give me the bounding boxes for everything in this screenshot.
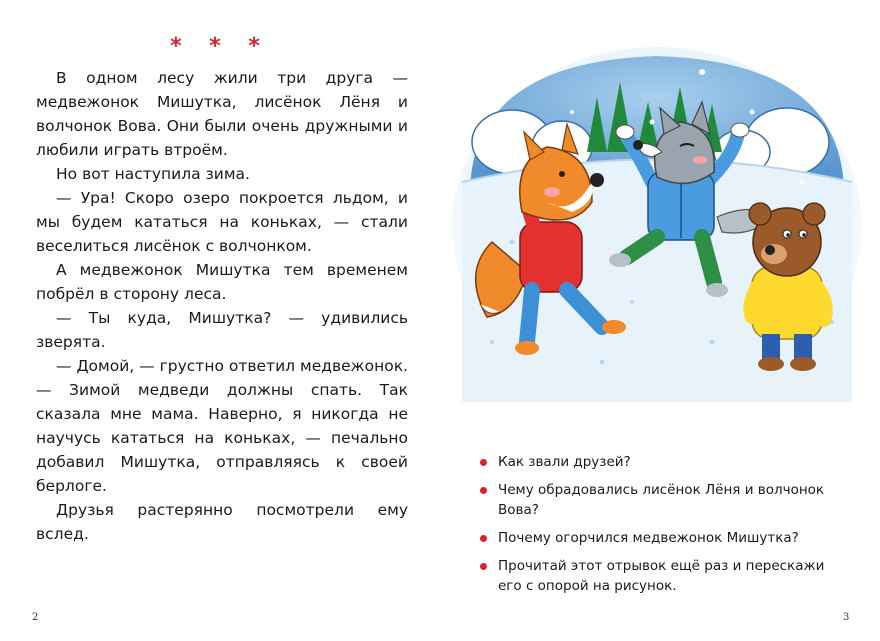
- section-stars: * * *: [170, 34, 270, 59]
- question-item: [480, 556, 848, 596]
- story-paragraph: — Домой, — грустно ответил медвежонок. — Зимой медведи должны спать. Так сказала мне мама. Наверно, я никогда не научусь кататься на коньках, — печально добавил Мишутка, отправляясь к своей берлоге.: [36, 357, 408, 495]
- question-text: Прочитай этот отрывок ещё раз и перескажи его с опорой на рисунок.: [498, 558, 825, 594]
- question-text: Как звали друзей?: [498, 454, 631, 470]
- question-text: Почему огорчился медвежонок Мишутка?: [498, 530, 799, 546]
- question-item: [480, 480, 848, 520]
- questions-list: [480, 452, 848, 604]
- bullet-icon: [480, 459, 487, 466]
- bullet-icon: [480, 487, 487, 494]
- page-number-right: 3: [843, 612, 850, 623]
- winter-illustration: [452, 42, 862, 402]
- story-paragraph: Друзья растерянно посмотрели ему вслед.: [36, 501, 408, 543]
- bullet-icon: [480, 535, 487, 542]
- story-text: [36, 66, 408, 546]
- question-item: [480, 452, 848, 472]
- question-text: Чему обрадовались лисёнок Лёня и волчонок Вова?: [498, 482, 825, 518]
- right-page: [440, 0, 880, 641]
- story-paragraph: А медвежонок Мишутка тем временем побрёл в сторону леса.: [36, 261, 408, 303]
- story-paragraph: — Ура! Скоро озеро покроется льдом, и мы будем кататься на коньках, — стали веселиться лисёнок с волчонком.: [36, 189, 408, 255]
- story-paragraph: В одном лесу жили три друга — медвежонок Мишутка, лисёнок Лёня и волчонок Вова. Они были очень дружными и любили играть втроём.: [36, 69, 408, 159]
- page-number-left: 2: [32, 612, 39, 623]
- story-paragraph: — Ты куда, Мишутка? — удивились зверята.: [36, 309, 408, 351]
- question-item: [480, 528, 848, 548]
- story-paragraph: Но вот наступила зима.: [56, 165, 250, 183]
- bullet-icon: [480, 563, 487, 570]
